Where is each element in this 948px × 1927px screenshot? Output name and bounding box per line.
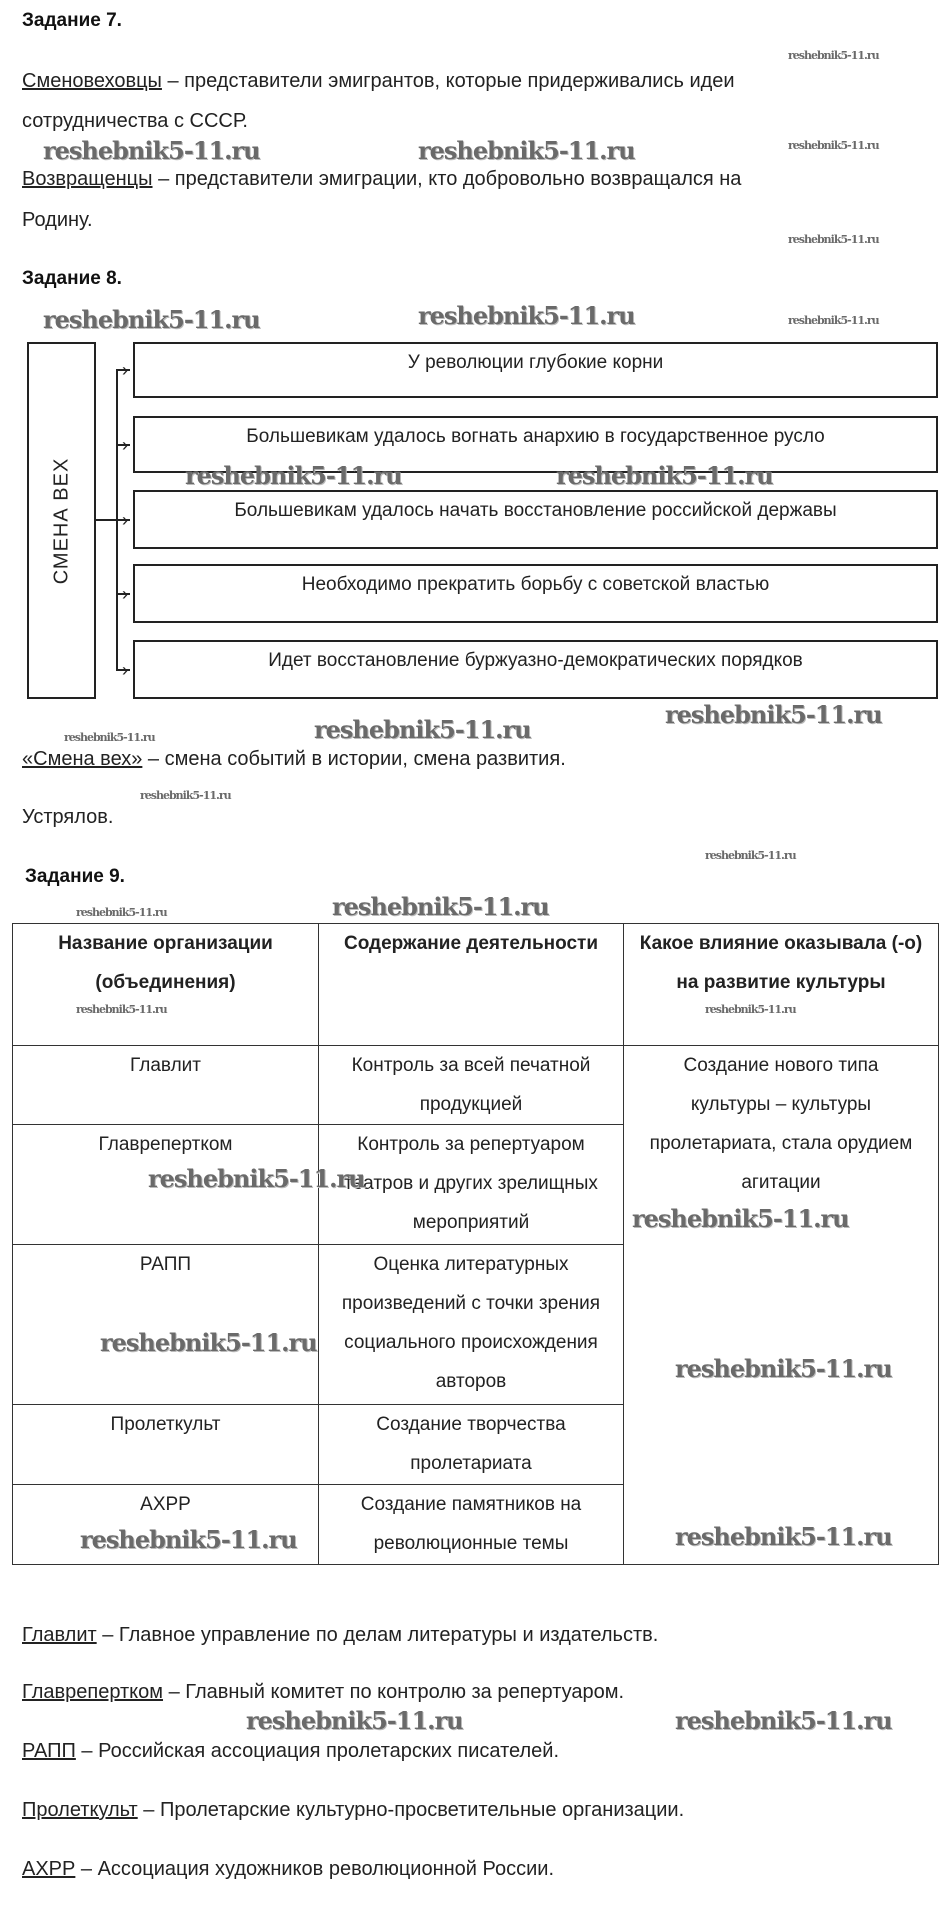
task9-title: Задание 9. — [25, 866, 125, 887]
cell-content: Создание творчества пролетариата — [319, 1405, 624, 1485]
watermark: reshebnik5-11.ru — [788, 49, 879, 62]
term-vozvrashchentsy: Возвращенцы — [22, 168, 153, 190]
diagram-box: Идет восстановление буржуазно-демократических порядков — [133, 640, 938, 699]
watermark: reshebnik5-11.ru — [418, 301, 635, 330]
term: Главлит — [22, 1624, 97, 1646]
definition-glavlit — [22, 1624, 658, 1647]
watermark: reshebnik5-11.ru — [332, 892, 549, 921]
diagram-box: Большевикам удалось начать восстановление российской державы — [133, 490, 938, 549]
watermark: reshebnik5-11.ru — [185, 461, 402, 490]
watermark: reshebnik5-11.ru — [675, 1522, 892, 1551]
task7-line2: сотрудничества с СССР. — [22, 110, 248, 132]
task7-title: Задание 7. — [22, 10, 122, 31]
watermark: reshebnik5-11.ru — [788, 314, 879, 327]
watermark: reshebnik5-11.ru — [788, 139, 879, 152]
table-header-row — [13, 924, 939, 1046]
term-smenovekhovtsy: Сменовеховцы — [22, 70, 162, 92]
arrow-icon: › — [122, 360, 128, 380]
term: Главрепертком — [22, 1681, 164, 1703]
watermark: reshebnik5-11.ru — [76, 1003, 167, 1016]
cell-content: Оценка литературных произведений с точки зрения социального происхождения авторов — [319, 1245, 624, 1405]
diagram-root-box — [27, 342, 96, 699]
diagram-root-label: СМЕНА ВЕХ — [50, 457, 72, 584]
watermark: reshebnik5-11.ru — [556, 461, 773, 490]
watermark: reshebnik5-11.ru — [418, 136, 635, 165]
header-content: Содержание деятельности — [319, 924, 624, 1046]
arrow-icon: › — [122, 435, 128, 455]
cell-name: Главрепертком — [13, 1125, 319, 1245]
def-smena-vekh: – смена событий в истории, смена развития. — [142, 748, 566, 770]
table-row — [13, 1046, 939, 1125]
definition-glavrepertkom — [22, 1681, 624, 1704]
watermark: reshebnik5-11.ru — [76, 906, 167, 919]
cell-influence: Создание нового типа культуры – культуры пролетариата, стала орудием агитации — [624, 1046, 939, 1565]
watermark: reshebnik5-11.ru — [43, 305, 260, 334]
watermark: reshebnik5-11.ru — [665, 700, 882, 729]
term: Пролеткульт — [22, 1799, 138, 1821]
arrow-icon: › — [122, 510, 128, 530]
author-ustryalov: Устрялов. — [22, 806, 114, 828]
task8-title: Задание 8. — [22, 268, 122, 289]
diagram-box: Необходимо прекратить борьбу с советской властью — [133, 564, 938, 623]
cell-name: Главлит — [13, 1046, 319, 1125]
smena-vekh-definition — [22, 748, 566, 771]
diagram-box: Большевикам удалось вогнать анархию в государственное русло — [133, 416, 938, 473]
watermark: reshebnik5-11.ru — [43, 136, 260, 165]
definition: – Пролетарские культурно-просветительные организации. — [137, 1799, 685, 1821]
watermark: reshebnik5-11.ru — [100, 1328, 317, 1357]
organizations-table — [12, 923, 939, 1565]
task7-line3 — [22, 168, 741, 191]
definition: – Российская ассоциация пролетарских писателей. — [75, 1740, 559, 1762]
cell-name: Пролеткульт — [13, 1405, 319, 1485]
watermark: reshebnik5-11.ru — [314, 715, 531, 744]
watermark: reshebnik5-11.ru — [788, 233, 879, 246]
definition: – Ассоциация художников революционной России. — [75, 1858, 555, 1880]
watermark: reshebnik5-11.ru — [705, 849, 796, 862]
cell-content: Создание памятников на революционные темы — [319, 1485, 624, 1565]
watermark: reshebnik5-11.ru — [675, 1706, 892, 1735]
cell-name: АХРР — [13, 1485, 319, 1565]
diagram-box: У революции глубокие корни — [133, 342, 938, 398]
cell-name: РАПП — [13, 1245, 319, 1405]
term-smena-vekh: «Смена вех» — [22, 748, 143, 770]
header-influence: Какое влияние оказывала (-о) на развитие культуры — [624, 924, 939, 1046]
watermark: reshebnik5-11.ru — [80, 1525, 297, 1554]
task7-line1 — [22, 70, 735, 93]
definition-akhrr — [22, 1858, 554, 1881]
watermark: reshebnik5-11.ru — [675, 1354, 892, 1383]
definition: – Главный комитет по контролю за репертуаром. — [163, 1681, 625, 1703]
watermark: reshebnik5-11.ru — [64, 731, 155, 744]
watermark: reshebnik5-11.ru — [246, 1706, 463, 1735]
watermark: reshebnik5-11.ru — [148, 1164, 365, 1193]
arrow-icon: › — [122, 660, 128, 680]
cell-content: Контроль за репертуаром театров и других зрелищных мероприятий — [319, 1125, 624, 1245]
header-organization: Название организации (объединения) — [13, 924, 319, 1046]
task7-line4: Родину. — [22, 209, 93, 231]
watermark: reshebnik5-11.ru — [705, 1003, 796, 1016]
watermark: reshebnik5-11.ru — [140, 789, 231, 802]
definition-proletkult — [22, 1799, 684, 1822]
cell-content: Контроль за всей печатной продукцией — [319, 1046, 624, 1125]
term: АХРР — [22, 1858, 76, 1880]
term: РАПП — [22, 1740, 76, 1762]
def-smenovekhovtsy: – представители эмигрантов, которые придерживались идеи — [161, 70, 735, 92]
watermark: reshebnik5-11.ru — [632, 1204, 849, 1233]
definition: – Главное управление по делам литературы и издательств. — [96, 1624, 659, 1646]
arrow-icon: › — [122, 584, 128, 604]
definition-rapp — [22, 1740, 559, 1763]
connector-horizontal — [96, 519, 117, 521]
def-vozvrashchentsy: – представители эмиграции, кто добровольно возвращался на — [152, 168, 742, 190]
